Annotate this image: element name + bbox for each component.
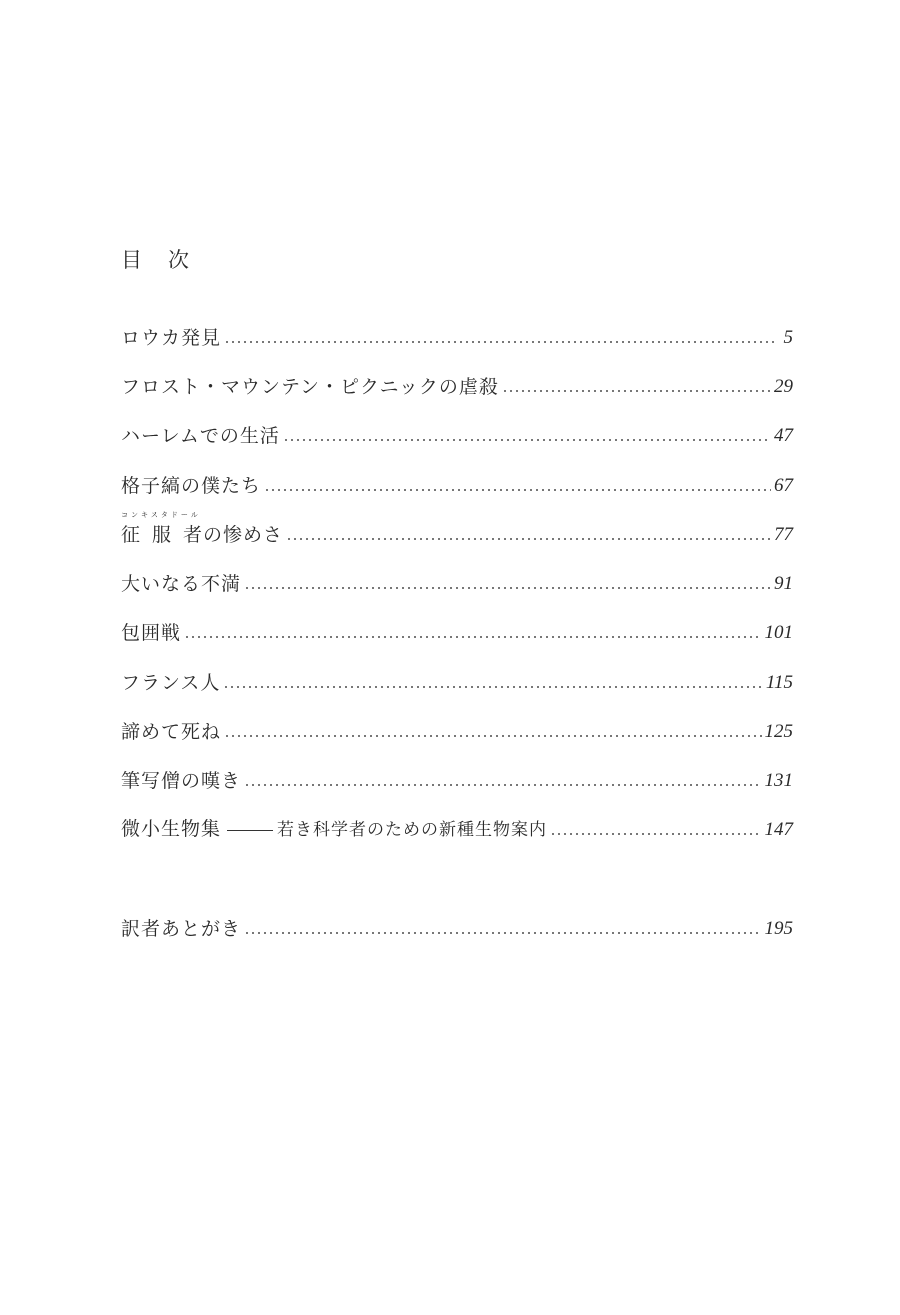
dot-leader <box>244 784 761 786</box>
toc-entry-title: フロスト・マウンテン・ピクニックの虐殺 <box>121 376 499 398</box>
toc-entry-page: 115 <box>765 672 793 693</box>
dot-leader <box>550 833 761 835</box>
toc-entry-page: 47 <box>774 425 793 446</box>
dot-leader <box>264 489 771 491</box>
dot-leader <box>244 932 761 934</box>
dot-leader <box>224 735 761 737</box>
toc-entry-title: 格子縞の僕たち <box>121 475 262 497</box>
toc-entry-title: ハーレムでの生活 <box>121 425 280 447</box>
toc-entry-page: 101 <box>764 622 793 643</box>
toc-entry-title: フランス人 <box>121 672 221 694</box>
toc-entry[interactable] <box>121 421 793 451</box>
toc-entry-page: 147 <box>764 819 793 840</box>
toc-entry[interactable] <box>121 618 793 648</box>
dot-leader <box>502 390 771 392</box>
dot-leader <box>223 686 762 688</box>
toc-entry-title-main: 微小生物集 <box>121 818 222 840</box>
toc-entry[interactable] <box>121 323 793 353</box>
toc-heading-char-1: 目 <box>121 248 142 272</box>
toc-entry-subtitle: 若き科学者のための新種生物案内 <box>277 820 548 840</box>
toc-entry-page: 125 <box>764 721 793 742</box>
toc-entry-title: 包囲戦 <box>121 622 182 644</box>
toc-entry-title <box>121 814 547 845</box>
toc-entry-title-rest: 者の惨めさ <box>183 524 284 546</box>
dot-leader <box>184 636 761 638</box>
toc-heading-char-2: 次 <box>168 248 189 272</box>
toc-entry[interactable] <box>121 372 793 402</box>
em-dash-separator <box>227 830 273 831</box>
toc-entry[interactable] <box>121 815 793 845</box>
toc-entry[interactable] <box>121 569 793 599</box>
toc-entry-title: 筆写僧の嘆き <box>121 770 242 792</box>
ruby-reading: コンキスタドール <box>121 511 201 519</box>
toc-entry[interactable] <box>121 717 793 747</box>
toc-entry-page: 195 <box>764 918 793 939</box>
toc-entry-page: 77 <box>774 524 793 545</box>
toc-entry-page: 5 <box>783 327 793 348</box>
toc-entry[interactable] <box>121 914 793 944</box>
toc-entry[interactable] <box>121 511 793 550</box>
toc-entry-page: 131 <box>764 770 793 791</box>
toc-entry-title: ロウカ発見 <box>121 327 222 349</box>
toc-heading <box>121 244 189 274</box>
toc-entry-title <box>121 511 284 550</box>
toc-entry-title: 諦めて死ね <box>121 721 222 743</box>
ruby-base: 征服 <box>121 524 184 546</box>
toc-entry[interactable] <box>121 766 793 796</box>
toc-entry[interactable] <box>121 668 793 698</box>
dot-leader <box>283 439 771 441</box>
toc-entry-title: 大いなる不満 <box>121 573 242 595</box>
toc-entry[interactable] <box>121 471 793 501</box>
dot-leader <box>224 341 774 343</box>
toc-entry-page: 67 <box>774 475 793 496</box>
toc-entry-page: 29 <box>774 376 793 397</box>
dot-leader <box>286 538 771 540</box>
ruby-annotation <box>121 511 201 550</box>
toc-entry-title: 訳者あとがき <box>121 918 242 940</box>
toc-entry-page: 91 <box>774 573 793 594</box>
dot-leader <box>244 587 771 589</box>
